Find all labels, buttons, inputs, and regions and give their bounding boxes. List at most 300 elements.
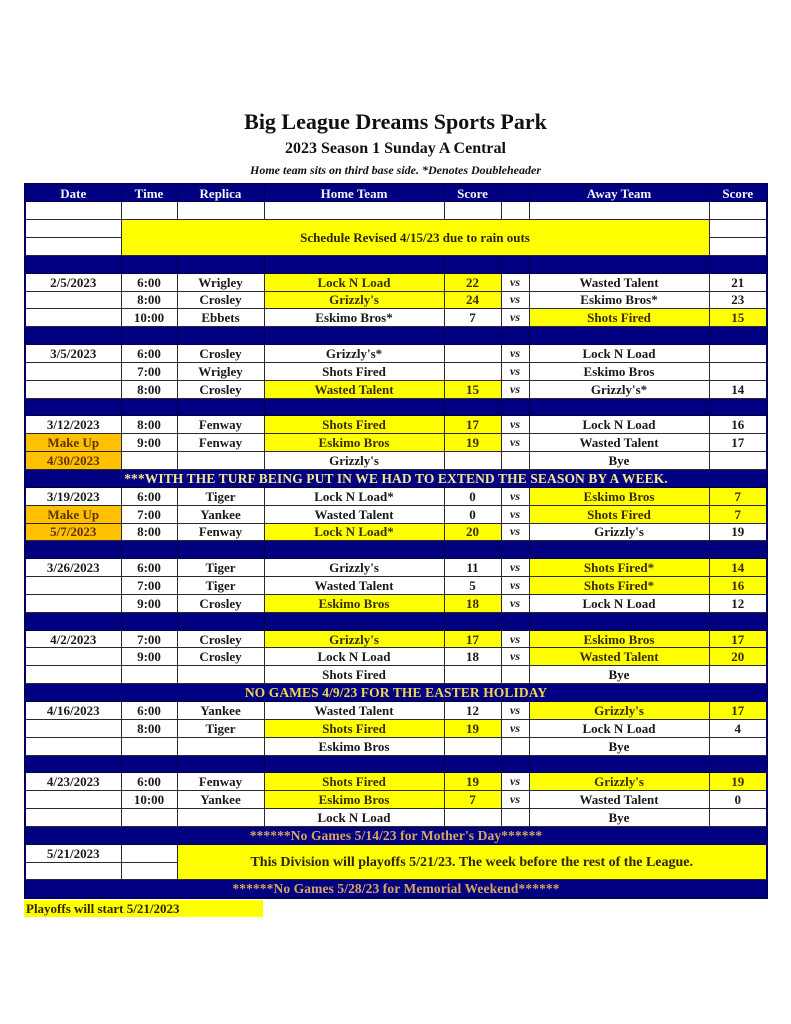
away-score-cell: 0 [709,791,767,809]
empty-cell [444,202,501,220]
schedule-notice-row [25,220,767,238]
vs-cell [501,666,529,684]
time-cell: 9:00 [121,648,177,666]
vs-cell: vs [501,773,529,791]
vs-cell: vs [501,648,529,666]
game-row [25,362,767,380]
away-score-cell [709,345,767,363]
separator-cell [25,327,121,345]
away-score-cell: 17 [709,434,767,452]
date-cell: 2/5/2023 [25,273,121,291]
away-team-cell: Shots Fired [529,309,709,327]
separator-cell [264,398,444,416]
replica-field-cell [177,737,264,755]
vs-cell: vs [501,791,529,809]
date-cell [25,380,121,398]
announcement-row [25,684,767,702]
game-row [25,345,767,363]
date-cell: 4/16/2023 [25,701,121,719]
separator-cell [177,541,264,559]
empty-cell [709,238,767,256]
date-cell [25,594,121,612]
home-score-cell: 0 [444,505,501,523]
time-cell [121,666,177,684]
empty-cell [264,202,444,220]
away-team-cell: Lock N Load [529,719,709,737]
time-cell: 6:00 [121,701,177,719]
replica-field-cell [177,452,264,470]
home-score-cell: 22 [444,273,501,291]
date-cell [25,737,121,755]
playoff-notice: This Division will playoffs 5/21/23. The week before the rest of the League. [177,844,767,880]
home-score-cell [444,666,501,684]
date-cell [25,809,121,827]
bye-row [25,452,767,470]
home-team-cell: Wasted Talent [264,577,444,595]
vs-cell: vs [501,594,529,612]
vs-cell: vs [501,380,529,398]
game-row [25,648,767,666]
date-cell: 5/7/2023 [25,523,121,541]
replica-field-cell [177,809,264,827]
empty-cell [121,862,177,880]
game-row [25,701,767,719]
time-cell: 7:00 [121,362,177,380]
separator-cell [121,612,177,630]
vs-cell: vs [501,701,529,719]
separator-cell [501,755,529,773]
date-cell [25,719,121,737]
game-row [25,434,767,452]
separator-cell [709,398,767,416]
empty-cell [25,862,121,880]
column-header-replica: Replica [177,184,264,202]
separator-cell [529,755,709,773]
game-row [25,773,767,791]
separator-cell [177,612,264,630]
replica-field-cell: Yankee [177,505,264,523]
replica-field-cell: Yankee [177,701,264,719]
empty-cell [25,202,121,220]
away-team-cell: Lock N Load [529,416,709,434]
away-score-cell: 16 [709,416,767,434]
time-cell: 8:00 [121,523,177,541]
week-separator-row [25,755,767,773]
separator-cell [121,327,177,345]
time-cell: 7:00 [121,505,177,523]
vs-cell: vs [501,345,529,363]
announcement-row [25,826,767,844]
date-cell: 3/19/2023 [25,487,121,505]
home-score-cell: 17 [444,630,501,648]
home-score-cell: 24 [444,291,501,309]
away-team-cell: Eskimo Bros [529,630,709,648]
away-score-cell: 7 [709,505,767,523]
replica-field-cell: Tiger [177,719,264,737]
time-cell: 6:00 [121,773,177,791]
time-cell: 9:00 [121,594,177,612]
home-team-cell: Eskimo Bros [264,434,444,452]
date-cell [25,648,121,666]
separator-cell [709,755,767,773]
separator-cell [709,612,767,630]
home-team-cell: Lock N Load* [264,487,444,505]
date-cell: Make Up [25,505,121,523]
separator-cell [709,327,767,345]
time-cell: 6:00 [121,345,177,363]
home-score-cell [444,737,501,755]
away-team-cell: Lock N Load [529,345,709,363]
away-score-cell: 23 [709,291,767,309]
game-row [25,416,767,434]
replica-field-cell: Wrigley [177,273,264,291]
replica-field-cell: Fenway [177,434,264,452]
empty-cell [529,202,709,220]
home-score-cell: 7 [444,791,501,809]
time-cell [121,452,177,470]
date-cell: 3/12/2023 [25,416,121,434]
separator-cell [121,541,177,559]
away-score-cell: 20 [709,648,767,666]
vs-cell: vs [501,434,529,452]
away-score-cell: 12 [709,594,767,612]
vs-cell: vs [501,362,529,380]
separator-cell [121,755,177,773]
away-team-cell: Eskimo Bros [529,487,709,505]
vs-cell: vs [501,523,529,541]
column-header-time: Time [121,184,177,202]
home-team-cell: Eskimo Bros* [264,309,444,327]
vs-cell: vs [501,273,529,291]
separator-cell [529,398,709,416]
away-team-cell: Grizzly's [529,701,709,719]
date-cell: 3/26/2023 [25,559,121,577]
home-score-cell [444,452,501,470]
vs-cell: vs [501,309,529,327]
announcement-row [25,470,767,488]
separator-cell [501,541,529,559]
separator-cell [25,612,121,630]
separator-cell [264,327,444,345]
separator-cell [444,327,501,345]
home-team-cell: Wasted Talent [264,505,444,523]
separator-cell [529,255,709,273]
home-score-cell: 11 [444,559,501,577]
away-score-cell: 19 [709,773,767,791]
game-row [25,791,767,809]
home-team-cell: Grizzly's [264,291,444,309]
announcement-row [25,880,767,898]
home-score-cell: 5 [444,577,501,595]
home-team-cell: Grizzly's [264,452,444,470]
date-cell [25,666,121,684]
time-cell: 8:00 [121,380,177,398]
away-score-cell: 7 [709,487,767,505]
vs-cell: vs [501,719,529,737]
away-score-cell: 15 [709,309,767,327]
column-header-vs [501,184,529,202]
vs-cell: vs [501,487,529,505]
away-score-cell: 17 [709,701,767,719]
vs-cell: vs [501,291,529,309]
home-score-cell: 15 [444,380,501,398]
empty-cell [501,202,529,220]
separator-cell [264,612,444,630]
away-team-cell: Wasted Talent [529,648,709,666]
separator-cell [121,398,177,416]
date-cell: 4/2/2023 [25,630,121,648]
time-cell: 10:00 [121,309,177,327]
vs-cell [501,809,529,827]
column-header-date: Date [25,184,121,202]
home-score-cell: 7 [444,309,501,327]
date-cell: 5/21/2023 [25,844,121,862]
vs-cell: vs [501,505,529,523]
announcement-banner: ******No Games 5/28/23 for Memorial Weekend****** [25,880,767,898]
playoff-notice-row [25,844,767,862]
game-row [25,719,767,737]
game-row [25,487,767,505]
away-team-cell: Eskimo Bros* [529,291,709,309]
header-row [25,184,767,202]
game-row [25,380,767,398]
home-team-cell: Shots Fired [264,666,444,684]
announcement-banner: NO GAMES 4/9/23 FOR THE EASTER HOLIDAY [25,684,767,702]
page-title: Big League Dreams Sports Park [244,109,547,134]
announcement-banner: ******No Games 5/14/23 for Mother's Day****** [25,826,767,844]
home-score-cell: 18 [444,648,501,666]
date-cell [25,791,121,809]
home-team-cell: Grizzly's [264,630,444,648]
away-team-cell: Grizzly's* [529,380,709,398]
home-team-cell: Shots Fired [264,416,444,434]
time-cell: 8:00 [121,291,177,309]
replica-field-cell: Tiger [177,559,264,577]
separator-cell [25,255,121,273]
date-cell: 4/23/2023 [25,773,121,791]
away-team-cell: Bye [529,666,709,684]
home-score-cell: 0 [444,487,501,505]
doubleheader-note: Home team sits on third base side. *Denotes Doubleheader [250,163,541,177]
away-score-cell: 19 [709,523,767,541]
separator-cell [264,755,444,773]
away-team-cell: Wasted Talent [529,791,709,809]
vs-cell: vs [501,416,529,434]
replica-field-cell: Crosley [177,648,264,666]
home-team-cell: Shots Fired [264,773,444,791]
separator-cell [264,541,444,559]
empty-cell [25,238,121,256]
replica-field-cell [177,666,264,684]
game-row [25,523,767,541]
game-row [25,630,767,648]
home-team-cell: Lock N Load [264,273,444,291]
separator-cell [709,255,767,273]
time-cell: 8:00 [121,416,177,434]
time-cell: 10:00 [121,791,177,809]
game-row [25,505,767,523]
home-team-cell: Lock N Load [264,648,444,666]
home-score-cell [444,345,501,363]
separator-cell [529,327,709,345]
home-score-cell: 19 [444,773,501,791]
separator-cell [444,398,501,416]
bye-row [25,809,767,827]
empty-cell [177,202,264,220]
bye-row [25,666,767,684]
game-row [25,594,767,612]
empty-cell [121,202,177,220]
replica-field-cell: Crosley [177,345,264,363]
home-team-cell: Shots Fired [264,719,444,737]
column-header-away-team: Away Team [529,184,709,202]
away-team-cell: Shots Fired* [529,559,709,577]
playoffs-note: Playoffs will start 5/21/2023 [24,900,263,917]
week-separator-row [25,541,767,559]
away-team-cell: Grizzly's [529,523,709,541]
time-cell: 6:00 [121,273,177,291]
home-team-cell: Eskimo Bros [264,737,444,755]
separator-cell [501,612,529,630]
replica-field-cell: Tiger [177,487,264,505]
time-cell: 6:00 [121,487,177,505]
date-cell: 4/30/2023 [25,452,121,470]
away-team-cell: Bye [529,737,709,755]
home-score-cell: 12 [444,701,501,719]
schedule-revised-notice: Schedule Revised 4/15/23 due to rain outs [121,220,709,256]
vs-cell: vs [501,577,529,595]
separator-cell [444,612,501,630]
separator-cell [501,255,529,273]
away-team-cell: Lock N Load [529,594,709,612]
away-score-cell [709,737,767,755]
replica-field-cell: Fenway [177,773,264,791]
home-score-cell: 17 [444,416,501,434]
separator-cell [501,398,529,416]
announcement-banner: ***WITH THE TURF BEING PUT IN WE HAD TO EXTEND THE SEASON BY A WEEK. [25,470,767,488]
separator-cell [529,541,709,559]
bye-row [25,737,767,755]
home-team-cell: Wasted Talent [264,701,444,719]
separator-cell [177,255,264,273]
home-score-cell: 19 [444,719,501,737]
time-cell: 7:00 [121,577,177,595]
time-cell: 7:00 [121,630,177,648]
date-cell [25,362,121,380]
away-score-cell: 14 [709,559,767,577]
home-score-cell: 20 [444,523,501,541]
replica-field-cell: Crosley [177,594,264,612]
time-cell: 9:00 [121,434,177,452]
home-score-cell [444,362,501,380]
vs-cell [501,737,529,755]
game-row [25,273,767,291]
separator-cell [177,755,264,773]
date-cell: 3/5/2023 [25,345,121,363]
home-team-cell: Grizzly's* [264,345,444,363]
away-team-cell: Shots Fired [529,505,709,523]
date-cell [25,309,121,327]
separator-cell [444,541,501,559]
week-separator-row [25,255,767,273]
week-separator-row [25,327,767,345]
away-score-cell [709,809,767,827]
replica-field-cell: Fenway [177,416,264,434]
time-cell [121,809,177,827]
replica-field-cell: Yankee [177,791,264,809]
away-team-cell: Eskimo Bros [529,362,709,380]
date-cell [25,291,121,309]
schedule-table [24,183,768,899]
away-score-cell [709,362,767,380]
empty-cell [709,220,767,238]
schedule-body [25,184,767,898]
away-score-cell: 4 [709,719,767,737]
home-score-cell: 18 [444,594,501,612]
away-score-cell: 17 [709,630,767,648]
season-subtitle: 2023 Season 1 Sunday A Central [285,140,506,157]
replica-field-cell: Crosley [177,291,264,309]
separator-cell [444,255,501,273]
away-team-cell: Grizzly's [529,773,709,791]
home-team-cell: Lock N Load [264,809,444,827]
home-team-cell: Lock N Load* [264,523,444,541]
home-team-cell: Shots Fired [264,362,444,380]
column-header-away-score: Score [709,184,767,202]
time-cell: 8:00 [121,719,177,737]
vs-cell: vs [501,630,529,648]
empty-cell [709,202,767,220]
separator-cell [25,755,121,773]
replica-field-cell: Ebbets [177,309,264,327]
separator-cell [264,255,444,273]
empty-cell [121,844,177,862]
home-score-cell: 19 [444,434,501,452]
home-team-cell: Eskimo Bros [264,791,444,809]
separator-cell [709,541,767,559]
home-score-cell [444,809,501,827]
game-row [25,309,767,327]
replica-field-cell: Wrigley [177,362,264,380]
replica-field-cell: Crosley [177,630,264,648]
home-team-cell: Eskimo Bros [264,594,444,612]
separator-cell [177,327,264,345]
week-separator-row [25,398,767,416]
vs-cell [501,452,529,470]
empty-cell [25,220,121,238]
vs-cell: vs [501,559,529,577]
blank-row [25,202,767,220]
game-row [25,559,767,577]
home-team-cell: Wasted Talent [264,380,444,398]
separator-cell [25,541,121,559]
away-team-cell: Bye [529,452,709,470]
separator-cell [25,398,121,416]
separator-cell [529,612,709,630]
home-team-cell: Grizzly's [264,559,444,577]
replica-field-cell: Crosley [177,380,264,398]
away-team-cell: Shots Fired* [529,577,709,595]
replica-field-cell: Fenway [177,523,264,541]
separator-cell [501,327,529,345]
date-cell: Make Up [25,434,121,452]
time-cell: 6:00 [121,559,177,577]
replica-field-cell: Tiger [177,577,264,595]
separator-cell [177,398,264,416]
separator-cell [444,755,501,773]
away-team-cell: Wasted Talent [529,273,709,291]
game-row [25,291,767,309]
